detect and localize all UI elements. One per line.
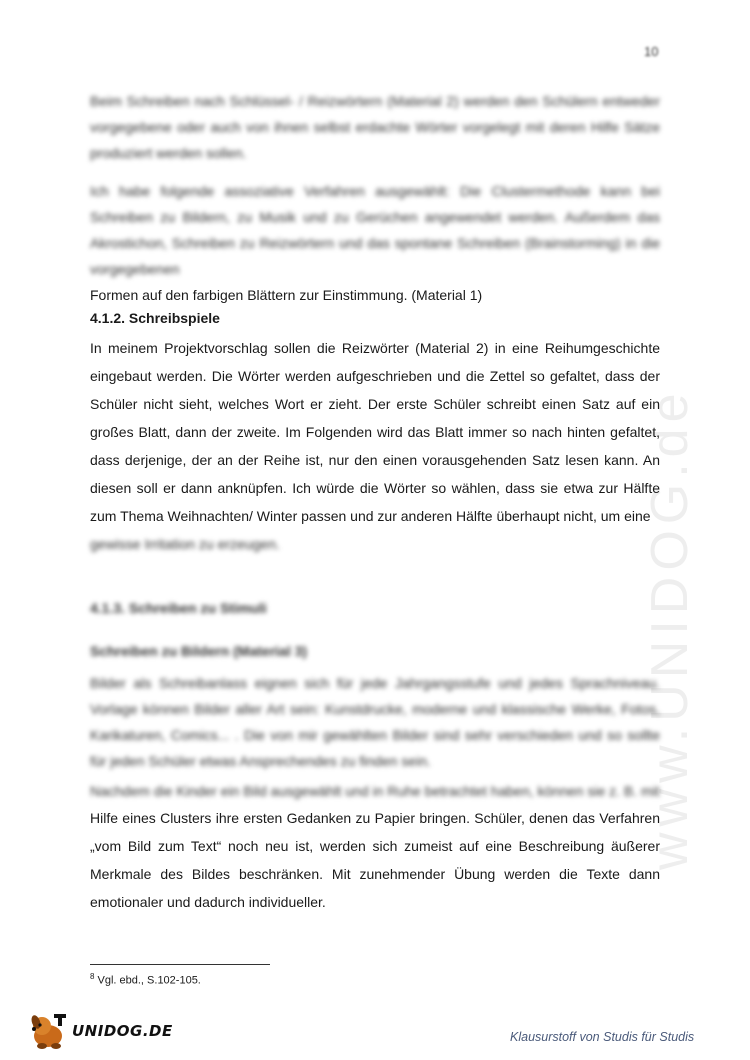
paragraph-2-visible: Formen auf den farbigen Blättern zur Einstimmung. (Material 1) — [90, 287, 483, 303]
unidog-logo[interactable] — [28, 1012, 173, 1050]
paragraph-3-blurred-end: gewisse Irritation zu erzeugen. — [90, 536, 280, 552]
tagline: Klausurstoff von Studis für Studis — [510, 1030, 695, 1044]
watermark: www.UNIDOG.de — [641, 387, 699, 870]
paragraph-2 — [90, 178, 660, 308]
blurred-paragraph-5-start: Nachdem die Kinder ein Bild ausgewählt und in Ruhe betrachtet haben, können sie z. B. mit — [90, 783, 660, 799]
logo-text: UNIDOG.DE — [72, 1022, 173, 1040]
subheading-bilder: Schreiben zu Bildern (Material 3) — [90, 643, 308, 659]
paragraph-3-text: In meinem Projektvorschlag sollen die Reizwörter (Material 2) in eine Reihumgeschichte eingebaut werden. Die Wörter werden aufgeschrieben und die Zettel so gefaltet, dass der Schüler nicht sieht, welches Wort er zieht. Der erste Schüler schreibt einen Satz auf ein großes Blatt, dann der zweite. Im Folgenden wird das Blatt immer so nach hinten gefaltet, dass derjenige, der an der Reihe ist, nur den einen vorausgehenden Satz lesen kann. An diesen soll er dann anknüpfen. Ich würde die Wörter so wählen, dass sie etwa zur Hälfte zum Thema Weihnachten/ Winter passen und zur anderen Hälfte überhaupt nicht, um eine — [90, 340, 660, 524]
dog-icon — [28, 1012, 70, 1050]
blurred-paragraph-1: Beim Schreiben nach Schlüssel- / Reizwörtern (Material 2) werden den Schülern entweder vorgegebene oder auch von ihnen selbst erdachte Wörter vorgelegt mit deren Hilfe Sätze produziert werden sollen. — [90, 93, 660, 161]
footnote-mark: 8 — [90, 972, 95, 981]
paragraph-3 — [90, 334, 660, 558]
paragraph-5 — [90, 778, 660, 916]
paragraph-4 — [90, 670, 660, 774]
page-number: 10 — [644, 44, 659, 59]
paragraph-5-text: Hilfe eines Clusters ihre ersten Gedanken zu Papier bringen. Schüler, denen das Verfahren „vom Bild zum Text“ noch neu ist, werden sich zumeist auf eine Beschreibung äußerer Merkmale des Bildes beschränken. Mit zunehmender Übung werden die Texte dann emotionaler und dadurch individueller. — [90, 810, 660, 910]
paragraph-1 — [90, 88, 660, 166]
heading-4-1-3: 4.1.3. Schreiben zu Stimuli — [90, 600, 267, 616]
heading-4-1-2: 4.1.2. Schreibspiele — [90, 310, 220, 326]
footnote — [90, 972, 201, 987]
footnote-rule — [90, 964, 270, 965]
blurred-paragraph-4: Bilder als Schreibanlass eignen sich für jede Jahrgangsstufe und jedes Sprachniveau. Vorlage können Bilder aller Art sein: Kunstdrucke, moderne und klassische Werke, Fotos, Karikaturen, Comics... . Die von mir gewählten Bilder sind sehr verschieden und so sollte für jeden Schüler etwas Ansprechendes zu finden sein. — [90, 675, 660, 769]
blurred-paragraph-2: Ich habe folgende assoziative Verfahren ausgewählt: Die Clustermethode kann bei Schreiben zu Bildern, zu Musik und zu Gerüchen angewendet werden. Außerdem das Akrostichon, Schreiben zu Reizwörtern und das spontane Schreiben (Brainstorming) in die vorgegebenen — [90, 183, 660, 277]
footnote-text: Vgl. ebd., S.102-105. — [97, 974, 201, 987]
